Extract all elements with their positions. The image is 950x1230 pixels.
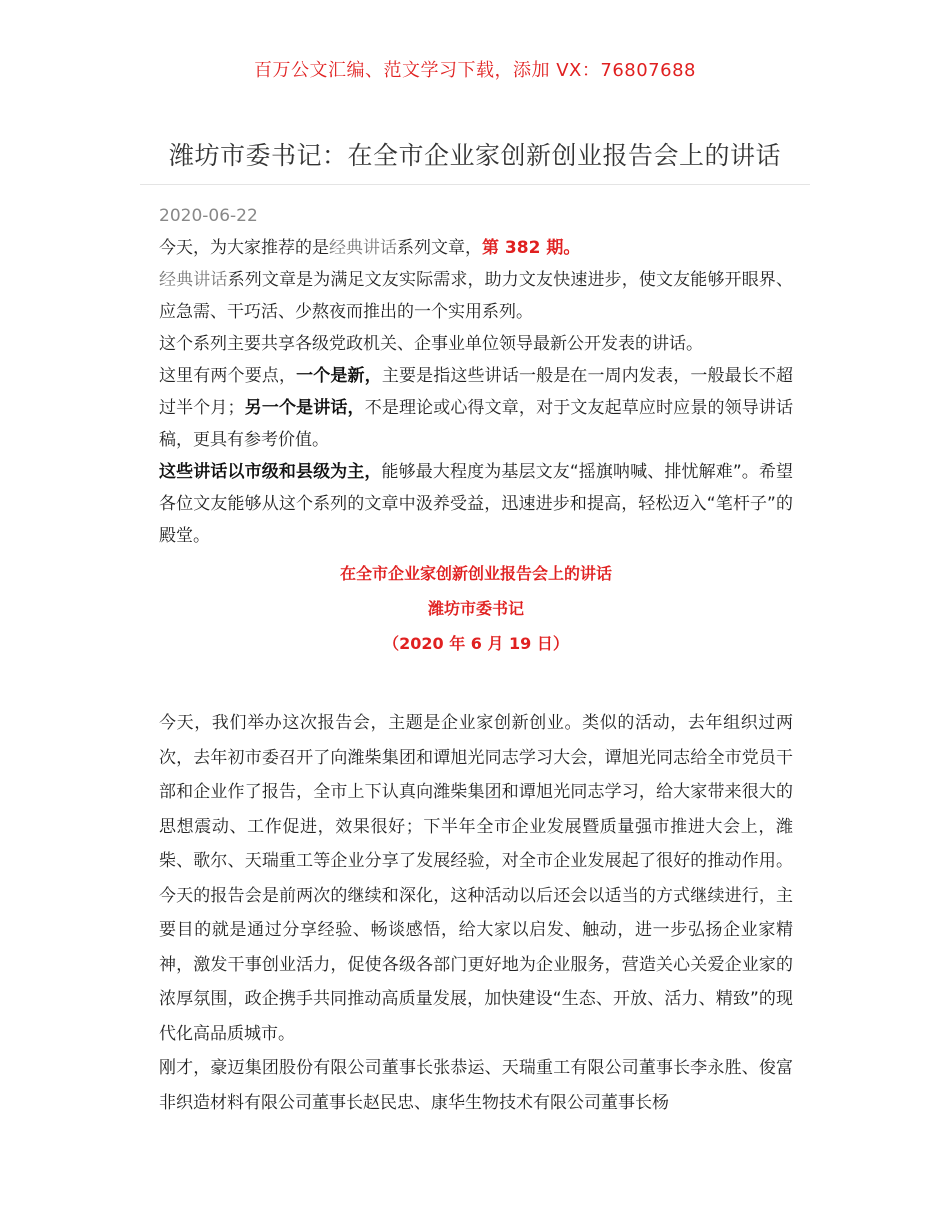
intro-paragraph-1 [159,232,793,264]
key-point-level: 这些讲话以市级和县级为主， [159,462,382,482]
key-point-new: 一个是新， [296,366,382,386]
key-point-speech: 另一个是讲话， [244,398,365,418]
speech-body [159,706,793,1120]
intro-paragraph-3: 这个系列主要共享各级党政机关、企事业单位领导最新公开发表的讲话。 [159,334,703,354]
intro-text: 主要是指这些讲话一般是在一周内发表，一般最长不超过半个月； [159,366,794,418]
speech-heading: 在全市企业家创新创业报告会上的讲话 [339,564,612,583]
issue-number: 第 382 期。 [482,238,581,258]
intro-paragraph-5 [159,456,793,552]
intro-text: 能够最大程度为基层文友“摇旗呐喊、排忧解难”。希望各位文友能够从这个系列的文章中汲养受益，迅速进步和提高，轻松迈入“笔杆子”的殿堂。 [159,462,793,546]
spacer [159,661,793,706]
intro-text: 系列文章是为满足文友实际需求，助力文友快速进步，使文友能够开眼界、应急需、干巧活、少熬夜而推出的一个实用系列。 [159,270,794,322]
speech-paragraph-1: 今天，我们举办这次报告会，主题是企业家创新创业。类似的活动，去年组织过两次，去年初市委召开了向潍柴集团和谭旭光同志学习大会，谭旭光同志给全市党员干部和企业作了报告，全市上下认真向潍柴集团和谭旭光同志学习，给大家带来很大的思想震动、工作促进，效果很好；下半年全市企业发展暨质量强市推进大会上，潍柴、歌尔、天瑞重工等企业分享了发展经验，对全市企业发展起了很好的推动作用。今天的报告会是前两次的继续和深化，这种活动以后还会以适当的方式继续进行，主要目的就是通过分享经验、畅谈感悟，给大家以启发、触动，进一步弘扬企业家精神，激发干事创业活力，促使各级各部门更好地为企业服务，营造关心关爱企业家的浓厚氛围，政企携手共同推动高质量发展，加快建设“生态、开放、活力、精致”的现代化高品质城市。 [159,713,793,1044]
article-title: 潍坊市委书记：在全市企业家创新创业报告会上的讲话 [168,141,781,170]
intro-text: 这里有两个要点， [159,366,297,386]
speech-paragraph-2: 刚才，豪迈集团股份有限公司董事长张恭运、天瑞重工有限公司董事长李永胜、俊富非织造材料有限公司董事长赵民忠、康华生物技术有限公司董事长杨 [159,1058,793,1113]
intro-paragraph-4 [159,360,793,456]
article-content [159,200,793,1120]
intro-text: 不是理论或心得文章，对于文友起草应时应景的领导讲话稿，更具有参考价值。 [159,398,794,450]
intro-paragraph-2 [159,264,793,328]
title-divider [140,184,810,185]
series-keyword: 经典讲话 [329,238,397,258]
promo-banner: 百万公文汇编、范文学习下载，添加 VX：76807688 [254,60,696,81]
speech-speaker: 潍坊市委书记 [427,599,524,618]
publish-date: 2020-06-22 [159,206,258,226]
speech-date: （2020 年 6 月 19 日） [383,634,569,653]
intro-text: 系列文章， [397,238,482,258]
intro-text: 今天，为大家推荐的是 [159,238,329,258]
series-keyword: 经典讲话 [159,270,228,290]
